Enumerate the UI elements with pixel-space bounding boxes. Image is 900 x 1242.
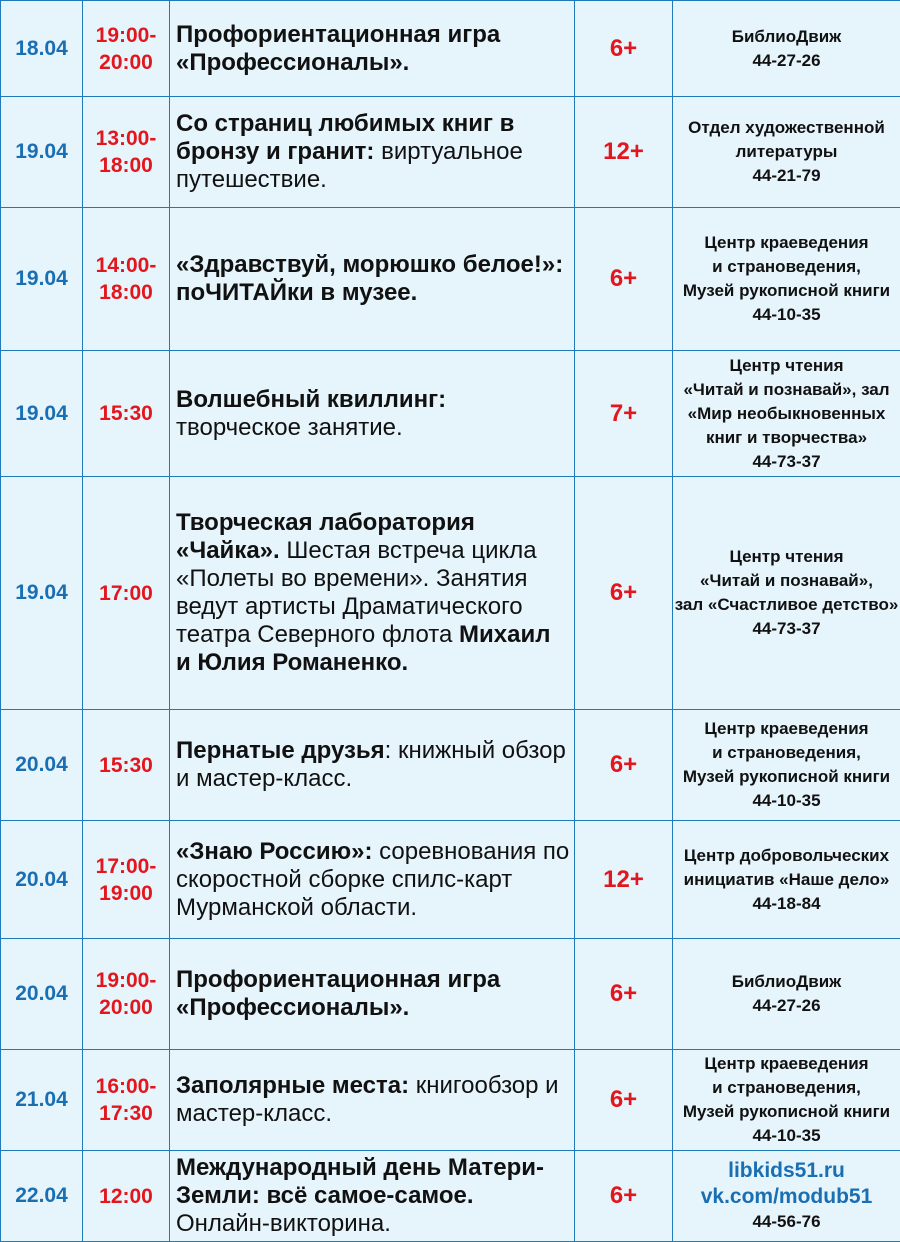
event-time xyxy=(83,477,170,710)
event-date: 20.04 xyxy=(1,710,83,821)
event-date: 19.04 xyxy=(1,97,83,208)
venue-link[interactable]: libkids51.ru xyxy=(673,1158,900,1184)
event-date: 20.04 xyxy=(1,939,83,1050)
event-title xyxy=(170,351,575,477)
venue-line: Центр чтения xyxy=(673,545,900,569)
venue-line: 44-73-37 xyxy=(673,617,900,641)
event-title-text: книгообзор и мастер-класс. xyxy=(176,1072,559,1127)
event-time xyxy=(83,821,170,939)
event-venue xyxy=(673,1151,900,1242)
event-time-line: 12:00 xyxy=(83,1183,169,1210)
venue-line: Центр чтения xyxy=(673,354,900,378)
venue-line: 44-10-35 xyxy=(673,789,900,813)
event-title-bold: Волшебный квиллинг: xyxy=(176,386,446,413)
age-rating: 12+ xyxy=(575,821,673,939)
venue-line: 44-56-76 xyxy=(673,1210,900,1234)
event-title xyxy=(170,97,575,208)
event-row xyxy=(1,351,900,477)
event-date: 20.04 xyxy=(1,821,83,939)
event-date: 18.04 xyxy=(1,1,83,97)
event-title-text: Шестая встреча цикла «Полеты во времени». Занятия ведут артисты Драматического театра Северного флота xyxy=(176,537,537,648)
event-time-line: 17:00 xyxy=(83,580,169,607)
venue-line: Музей рукописной книги xyxy=(673,765,900,789)
venue-line: Музей рукописной книги xyxy=(673,279,900,303)
event-time-line: 19:00- xyxy=(83,967,169,994)
event-row xyxy=(1,477,900,710)
age-rating: 7+ xyxy=(575,351,673,477)
event-title-bold: Пернатые друзья xyxy=(176,737,385,764)
event-title-bold: «Знаю Россию»: xyxy=(176,838,372,865)
event-time-line: 20:00 xyxy=(83,49,169,76)
venue-line: «Мир необыкновенных xyxy=(673,402,900,426)
event-venue xyxy=(673,208,900,351)
event-row xyxy=(1,1,900,97)
event-row xyxy=(1,821,900,939)
event-title-bold: Международный день Матери-Земли: всё самое-самое. xyxy=(176,1154,544,1209)
venue-line: и страноведения, xyxy=(673,255,900,279)
age-rating: 6+ xyxy=(575,710,673,821)
event-date: 21.04 xyxy=(1,1050,83,1151)
event-title-bold: Со страниц любимых книг в бронзу и гранит: xyxy=(176,110,514,165)
venue-line: Центр краеведения xyxy=(673,231,900,255)
venue-line: 44-21-79 xyxy=(673,164,900,188)
event-title-text: соревнования по скоростной сборке спилс-карт Мурманской области. xyxy=(176,838,569,921)
event-time-line: 14:00- xyxy=(83,252,169,279)
venue-line: 44-18-84 xyxy=(673,892,900,916)
age-rating: 6+ xyxy=(575,1151,673,1242)
age-rating: 6+ xyxy=(575,939,673,1050)
event-time-line: 17:30 xyxy=(83,1100,169,1127)
event-time-line: 19:00 xyxy=(83,880,169,907)
venue-line: Центр краеведения xyxy=(673,1052,900,1076)
event-time-line: 18:00 xyxy=(83,152,169,179)
event-date: 22.04 xyxy=(1,1151,83,1242)
event-title xyxy=(170,821,575,939)
venue-line: книг и творчества» xyxy=(673,426,900,450)
event-title xyxy=(170,1050,575,1151)
event-row xyxy=(1,1050,900,1151)
event-title-text: Онлайн-викторина. xyxy=(176,1210,391,1237)
event-venue xyxy=(673,821,900,939)
event-row xyxy=(1,939,900,1050)
age-rating: 6+ xyxy=(575,1,673,97)
venue-line: литературы xyxy=(673,140,900,164)
event-title-bold: Профориентационная игра «Профессионалы». xyxy=(176,21,500,76)
event-title-text: творческое занятие. xyxy=(176,414,403,441)
age-rating: 6+ xyxy=(575,208,673,351)
event-venue xyxy=(673,1,900,97)
venue-line: 44-27-26 xyxy=(673,49,900,73)
event-title xyxy=(170,477,575,710)
event-time-line: 15:30 xyxy=(83,400,169,427)
event-time xyxy=(83,97,170,208)
venue-line: «Читай и познавай», зал xyxy=(673,378,900,402)
event-time-line: 15:30 xyxy=(83,752,169,779)
age-rating: 12+ xyxy=(575,97,673,208)
venue-link[interactable]: vk.com/modub51 xyxy=(673,1184,900,1210)
event-time-line: 16:00- xyxy=(83,1073,169,1100)
event-date: 19.04 xyxy=(1,477,83,710)
event-venue xyxy=(673,351,900,477)
event-date: 19.04 xyxy=(1,351,83,477)
age-rating: 6+ xyxy=(575,1050,673,1151)
event-time-line: 13:00- xyxy=(83,125,169,152)
venue-line: 44-10-35 xyxy=(673,1124,900,1148)
event-title-bold: «Здравствуй, морюшко белое!»: поЧИТАЙки в музее. xyxy=(176,251,563,306)
event-time xyxy=(83,208,170,351)
event-row xyxy=(1,208,900,351)
venue-line: Центр краеведения xyxy=(673,717,900,741)
event-row xyxy=(1,710,900,821)
event-row xyxy=(1,97,900,208)
event-time-line: 17:00- xyxy=(83,853,169,880)
event-venue xyxy=(673,939,900,1050)
venue-line: и страноведения, xyxy=(673,1076,900,1100)
venue-line: 44-10-35 xyxy=(673,303,900,327)
event-title xyxy=(170,208,575,351)
schedule-body xyxy=(1,1,900,1242)
age-rating: 6+ xyxy=(575,477,673,710)
event-row xyxy=(1,1151,900,1242)
event-title-bold: Заполярные места: xyxy=(176,1072,409,1099)
venue-line: Центр добровольческих xyxy=(673,844,900,868)
venue-line: и страноведения, xyxy=(673,741,900,765)
event-time-line: 20:00 xyxy=(83,994,169,1021)
event-title xyxy=(170,939,575,1050)
venue-line: БиблиоДвиж xyxy=(673,25,900,49)
event-title-bold: Профориентационная игра «Профессионалы». xyxy=(176,966,500,1021)
event-time-line: 19:00- xyxy=(83,22,169,49)
event-title xyxy=(170,1,575,97)
event-time xyxy=(83,351,170,477)
event-venue xyxy=(673,477,900,710)
event-time xyxy=(83,1050,170,1151)
event-title-text: : книжный обзор и мастер-класс. xyxy=(176,737,566,792)
event-time xyxy=(83,939,170,1050)
venue-line: зал «Счастливое детство» xyxy=(673,593,900,617)
venue-line: инициатив «Наше дело» xyxy=(673,868,900,892)
event-title xyxy=(170,1151,575,1242)
venue-line: БиблиоДвиж xyxy=(673,970,900,994)
event-venue xyxy=(673,710,900,821)
event-title-bold: Творческая лаборатория «Чайка». xyxy=(176,509,475,564)
event-time-line: 18:00 xyxy=(83,279,169,306)
venue-line: Музей рукописной книги xyxy=(673,1100,900,1124)
venue-line: «Читай и познавай», xyxy=(673,569,900,593)
venue-line: 44-27-26 xyxy=(673,994,900,1018)
venue-line: 44-73-37 xyxy=(673,450,900,474)
event-venue xyxy=(673,97,900,208)
event-date: 19.04 xyxy=(1,208,83,351)
event-venue xyxy=(673,1050,900,1151)
event-time xyxy=(83,710,170,821)
event-time xyxy=(83,1,170,97)
venue-line: Отдел художественной xyxy=(673,116,900,140)
event-time xyxy=(83,1151,170,1242)
event-title-text: виртуальное путешествие. xyxy=(176,138,523,193)
event-title-bold: Михаил и Юлия Романенко. xyxy=(176,621,550,676)
event-title xyxy=(170,710,575,821)
